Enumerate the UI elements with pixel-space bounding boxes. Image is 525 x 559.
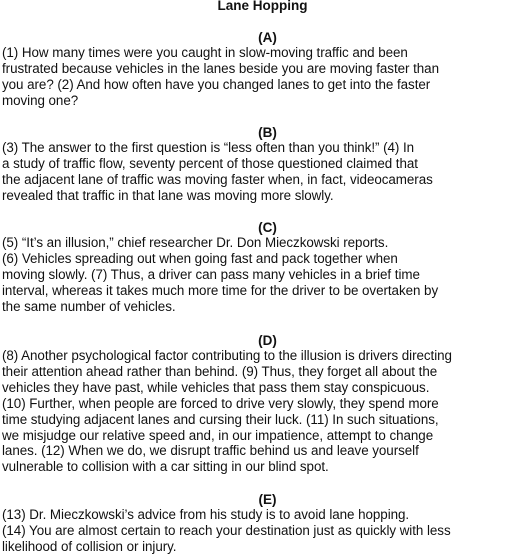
section-a (0, 30, 525, 109)
section-paragraph: (13) Dr. Mieczkowski’s advice from his study is to avoid lane hopping. (14) You are almost certain to reach your destination just as quickly with less likelihood of collision or injury. (2, 507, 451, 554)
section-paragraph: (5) “It’s an illusion,” chief researcher Dr. Don Mieczkowski reports. (6) Vehicles spreading out when going fast and pack together when moving slowly. (7) Thus, a driver can pass many vehicles in a brief time interval, whereas it takes much more time for the driver to be overtaken by the same number of vehicles. (2, 235, 439, 314)
section-paragraph: (8) Another psychological factor contributing to the illusion is drivers directing their attention ahead rather than behind. (9) Thus, they forget all about the vehicles they have past, while vehicles that pass them stay conspicuous. (10) Further, when people are forced to drive very slowly, they spend more time studying adjacent lanes and cursing their luck. (11) In such situations, we misjudge our relative speed and, in our impatience, attempt to change lanes. (12) When we do, we disrupt traffic behind us and leave yourself vulnerable to collision with a car sitting in our blind spot. (2, 348, 452, 475)
section-label: (E) (258, 492, 277, 507)
section-label: (A) (258, 30, 277, 45)
document-title: Lane Hopping (217, 0, 308, 13)
section-paragraph: (3) The answer to the first question is “less often than you think!” (4) In a study of traffic flow, seventy percent of those questioned claimed that the adjacent lane of traffic was moving faster when, in fact, videocameras revealed that traffic in that lane was moving more slowly. (2, 140, 433, 203)
section-label: (D) (258, 333, 277, 348)
section-label: (B) (258, 125, 277, 140)
section-paragraph: (1) How many times were you caught in slow-moving traffic and been frustrated because vehicles in the lanes beside you are moving faster than you are? (2) And how often have you changed lanes to get into the faster moving one? (2, 45, 439, 108)
section-d (0, 333, 525, 475)
section-label: (C) (258, 220, 277, 235)
section-b (0, 125, 525, 204)
section-e (0, 492, 525, 555)
section-c (0, 220, 525, 315)
